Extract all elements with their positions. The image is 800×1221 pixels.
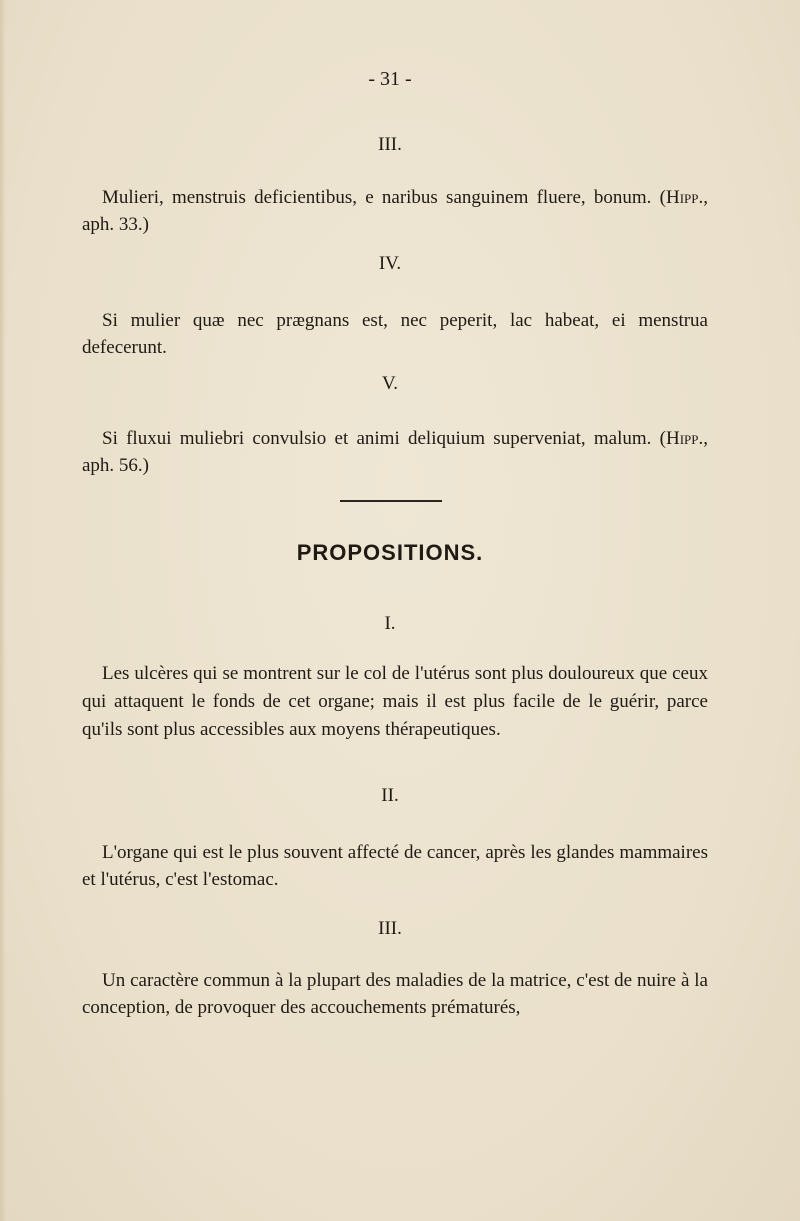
proposition-text-1 bbox=[82, 660, 708, 744]
page-edge-shadow bbox=[0, 0, 6, 1221]
aphorism-numeral-5: V. bbox=[381, 373, 399, 394]
citation-ref: , aph. 33.) bbox=[82, 187, 708, 235]
citation-author: Hipp. bbox=[665, 187, 704, 208]
proposition-numeral-3: III. bbox=[378, 918, 402, 939]
proposition-numeral-1: I. bbox=[384, 613, 396, 634]
proposition-numeral-2: II. bbox=[381, 785, 399, 806]
citation-author: Hipp. bbox=[666, 428, 704, 449]
proposition-text-3 bbox=[82, 967, 708, 1021]
citation-ref: , aph. 56.) bbox=[82, 428, 709, 476]
aphorism-body: Si mulier quæ nec prægnans est, nec peperit, lac habeat, ei menstrua defecerunt. bbox=[82, 310, 708, 358]
aphorism-body: Si fluxui muliebri convulsio et animi deliquium superveniat, malum. bbox=[102, 428, 652, 449]
section-divider bbox=[340, 500, 442, 502]
aphorism-text-4 bbox=[82, 307, 708, 361]
aphorism-text-5: Si fluxui muliebri convulsio et animi deliquium superveniat, malum. (Hipp., aph. 56.) bbox=[82, 428, 709, 476]
proposition-body: Les ulcères qui se montrent sur le col de l'utérus sont plus douloureux que ceux qui attaquent le fonds de cet organe; mais il est plus facile de le guérir, parce qu'ils sont plus accessibles aux moyens thérapeutiques. bbox=[82, 663, 708, 740]
aphorism-numeral-4: IV. bbox=[378, 253, 402, 274]
proposition-body: L'organe qui est le plus souvent affecté de cancer, après les glandes mammaires et l'utérus, c'est l'estomac. bbox=[82, 842, 708, 890]
aphorism-text-3: Mulieri, menstruis deficientibus, e naribus sanguinem fluere, bonum. (Hipp., aph. 33.) bbox=[82, 187, 708, 235]
aphorism-body: Mulieri, menstruis deficientibus, e naribus sanguinem fluere, bonum. bbox=[102, 187, 652, 208]
page-number: - 31 - bbox=[368, 68, 412, 90]
proposition-body: Un caractère commun à la plupart des maladies de la matrice, c'est de nuire à la conception, de provoquer des accouchements prématurés, bbox=[82, 970, 708, 1018]
proposition-text-2 bbox=[82, 839, 708, 893]
aphorism-numeral-3: III. bbox=[378, 134, 402, 155]
propositions-title: PROPOSITIONS. bbox=[296, 540, 484, 565]
